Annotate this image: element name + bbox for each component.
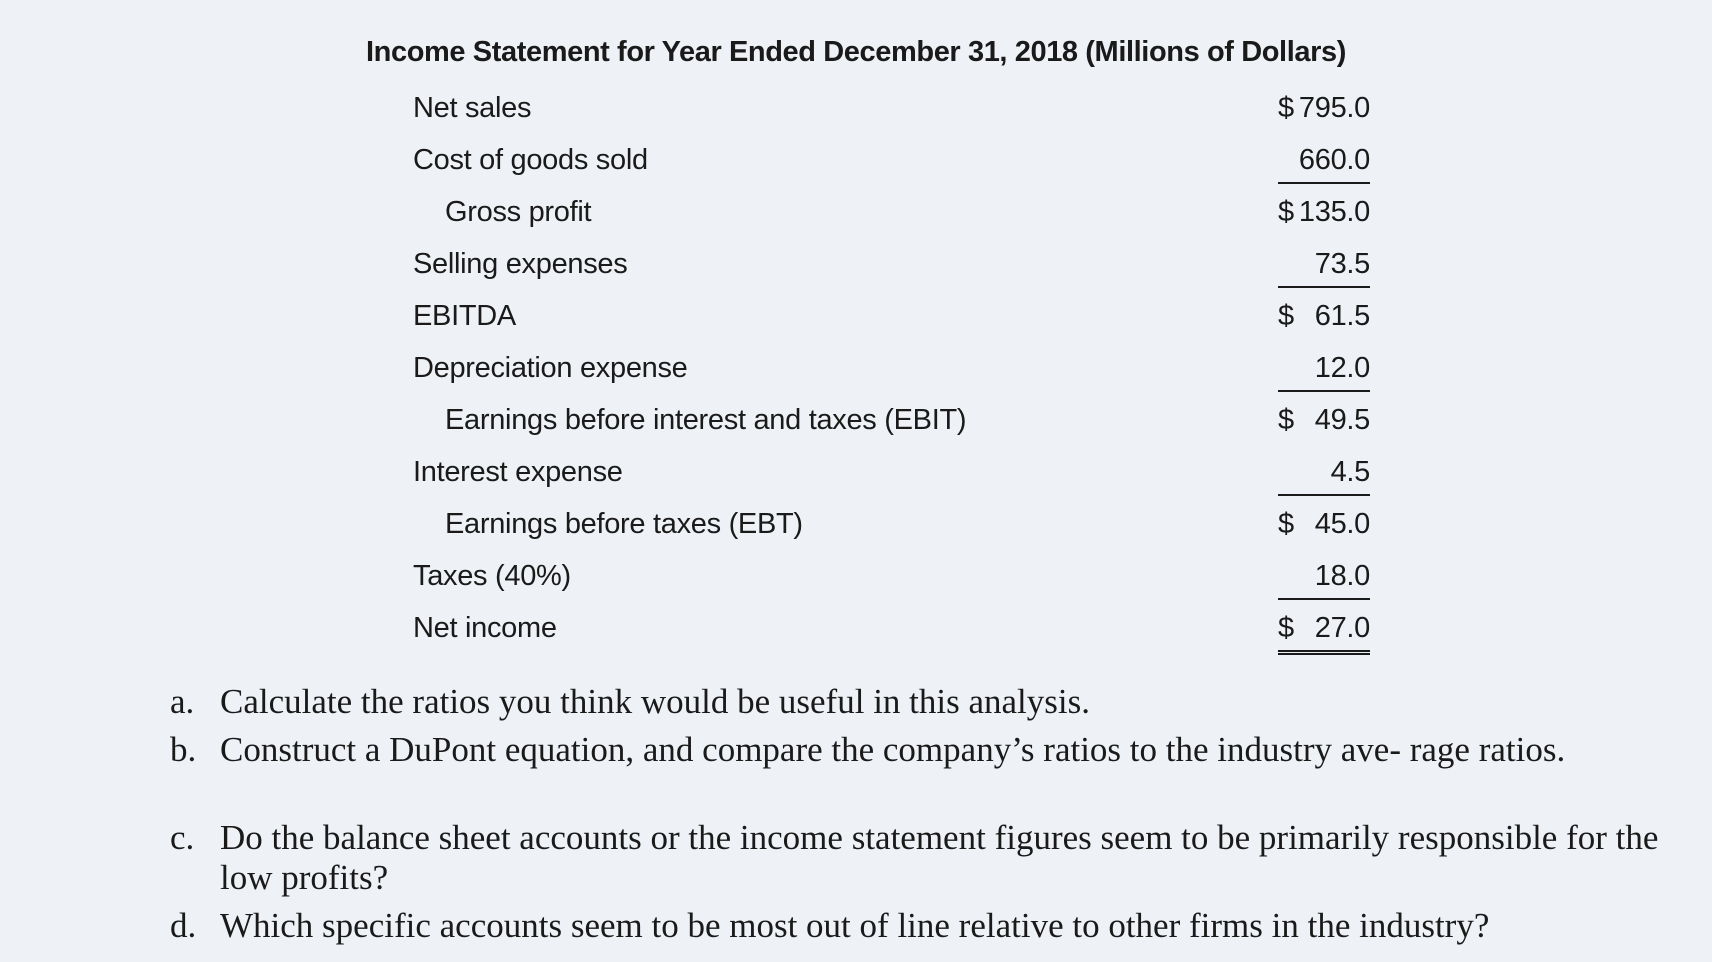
row-amount [1278, 144, 1370, 184]
row-value: 45.0 [1314, 508, 1370, 540]
dollar-sign: $ [1278, 196, 1294, 228]
question-letter: c. [170, 818, 195, 857]
dollar-sign: $ [1278, 300, 1294, 332]
row-value: 73.5 [1314, 248, 1370, 280]
row-net-sales [0, 84, 1712, 136]
row-amount [1278, 92, 1370, 126]
dollar-sign: $ [1278, 404, 1294, 436]
dollar-sign: $ [1278, 508, 1294, 540]
row-amount [1278, 300, 1370, 334]
question-text: Construct a DuPont equation, and compare the company’s ratios to the industry ave- rage ratios. [220, 730, 1566, 769]
row-label: Depreciation expense [413, 352, 688, 384]
row-value: 795.0 [1298, 92, 1370, 124]
row-cost-of-goods-sold [0, 136, 1712, 188]
row-label: Gross profit [445, 196, 592, 228]
row-gross-profit [0, 188, 1712, 240]
row-amount [1278, 508, 1370, 542]
row-value: 18.0 [1314, 560, 1370, 592]
row-label: EBITDA [413, 300, 516, 332]
row-ebit [0, 396, 1712, 448]
row-value: 61.5 [1314, 300, 1370, 332]
row-taxes [0, 552, 1712, 604]
row-value: 135.0 [1298, 196, 1370, 228]
dollar-sign: $ [1278, 612, 1294, 644]
row-label: Interest expense [413, 456, 623, 488]
row-amount [1278, 404, 1370, 438]
row-label: Selling expenses [413, 248, 628, 280]
row-label: Net sales [413, 92, 532, 124]
row-depreciation-expense [0, 344, 1712, 396]
row-ebitda [0, 292, 1712, 344]
question-text: Do the balance sheet accounts or the income statement figures seem to be primarily responsible for the low profits? [220, 818, 1659, 897]
row-ebt [0, 500, 1712, 552]
row-label: Earnings before taxes (EBT) [445, 508, 803, 540]
question-letter: d. [170, 906, 197, 945]
dollar-sign: $ [1278, 92, 1294, 124]
row-label: Taxes (40%) [413, 560, 571, 592]
row-value: 12.0 [1314, 352, 1370, 384]
statement-title: Income Statement for Year Ended December 31, 2018 (Millions of Dollars) [366, 36, 1346, 68]
row-label: Earnings before interest and taxes (EBIT) [445, 404, 967, 436]
question-letter: b. [170, 730, 197, 769]
row-value: 27.0 [1314, 612, 1370, 644]
row-amount [1278, 612, 1370, 655]
row-amount [1278, 560, 1370, 600]
question-text: Calculate the ratios you think would be useful in this analysis. [220, 682, 1090, 721]
row-label: Net income [413, 612, 557, 644]
question-text: Which specific accounts seem to be most out of line relative to other firms in the industry? [220, 906, 1490, 945]
row-amount [1278, 352, 1370, 392]
row-interest-expense [0, 448, 1712, 500]
row-amount [1278, 248, 1370, 288]
row-label: Cost of goods sold [413, 144, 648, 176]
row-value: 49.5 [1314, 404, 1370, 436]
row-amount [1278, 196, 1370, 230]
question-letter: a. [170, 682, 195, 721]
row-net-income [0, 604, 1712, 656]
row-selling-expenses [0, 240, 1712, 292]
row-value: 4.5 [1330, 456, 1370, 488]
row-value: 660.0 [1298, 144, 1370, 176]
row-amount [1278, 456, 1370, 496]
